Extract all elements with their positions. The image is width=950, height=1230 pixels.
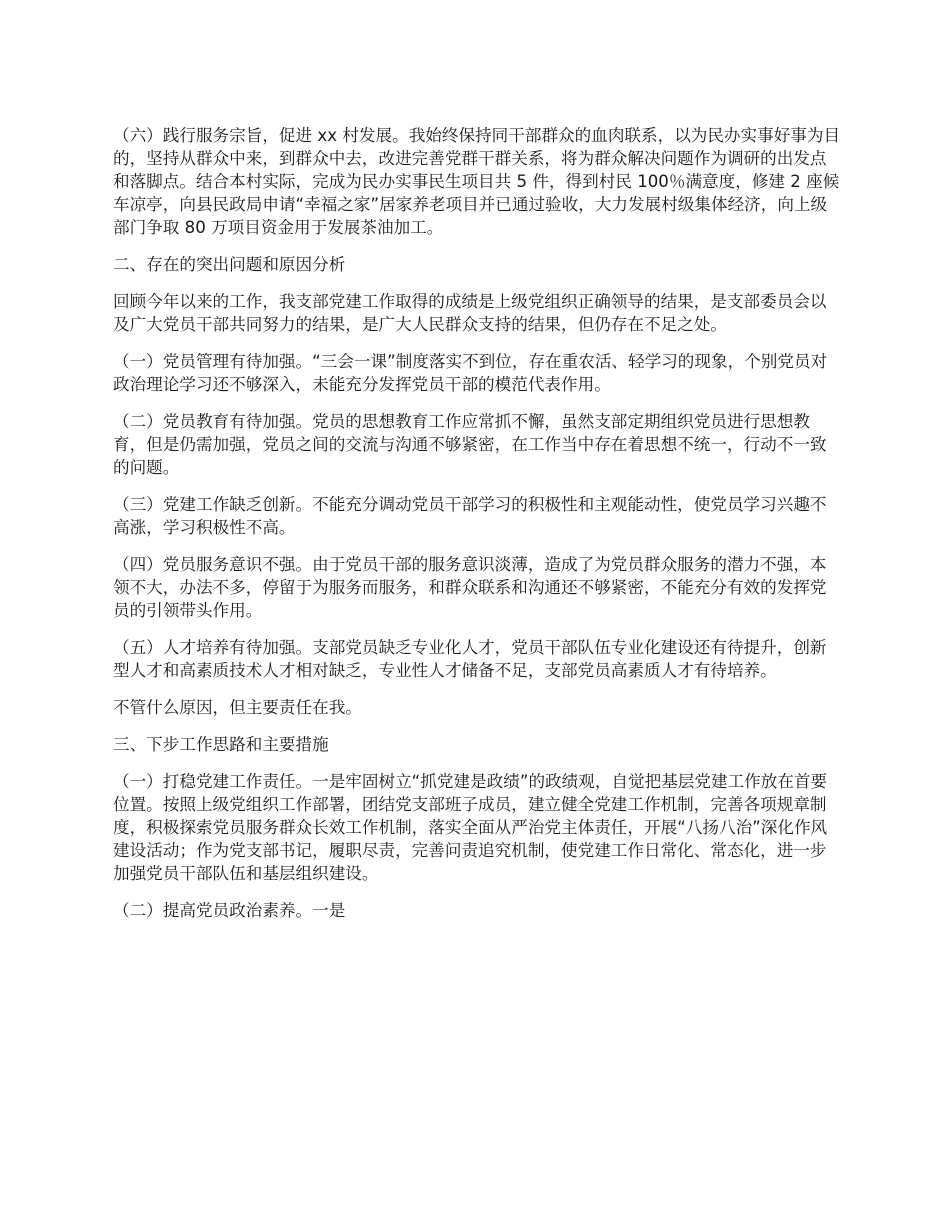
- paragraph-6-serve-purpose: （六）践行服务宗旨，促进 xx 村发展。我始终保持同干部群众的血肉联系，以为民办实事好事为目的，坚持从群众中来，到群众中去，改进完善党群干群关系，将为群众解决问题作为调研的出发点和落脚点。结合本村实际，完成为民办实事民生项目共 5 件，得到村民 100％满意度，修建 2 座候车凉亭，向县民政局申请“幸福之家”居家养老项目并已通过验收，大力发展村级集体经济，向上级部门争取 80 万项目资金用于发展茶油加工。: [113, 126, 841, 237]
- paragraph-measure-1: （一）打稳党建工作责任。一是牢固树立“抓党建是政绩”的政绩观，自觉把基层党建工作放在首要位置。按照上级党组织工作部署，团结党支部班子成员，建立健全党建工作机制，完善各项规章制度，积极探索党员服务群众长效工作机制，落实全面从严治党主体责任，开展“八扬八治”深化作风建设活动；作为党支部书记，履职尽责，完善问责追究机制，使党建工作日常化、常态化，进一步加强党员干部队伍和基层组织建设。: [113, 772, 828, 883]
- paragraph-responsibility: 不管什么原因，但主要责任在我。: [113, 698, 362, 717]
- paragraph-problem-2: （二）党员教育有待加强。党员的思想教育工作应常抓不懈，虽然支部定期组织党员进行思想教育，但是仍需加强，党员之间的交流与沟通不够紧密，在工作当中存在着思想不统一，行动不一致的问题。: [113, 412, 827, 477]
- section-heading-problems: 二、存在的突出问题和原因分析: [113, 255, 346, 274]
- paragraph-problem-3: （三）党建工作缺乏创新。不能充分调动党员干部学习的积极性和主观能动性，使党员学习兴趣不高涨，学习积极性不高。: [113, 495, 827, 537]
- paragraph-review: 回顾今年以来的工作，我支部党建工作取得的成绩是上级党组织正确领导的结果，是支部委员会以及广大党员干部共同努力的结果，是广大人民群众支持的结果，但仍存在不足之处。: [113, 292, 827, 334]
- section-heading-next-steps: 三、下步工作思路和主要措施: [113, 735, 329, 754]
- paragraph-measure-2: （二）提高党员政治素养。一是: [113, 901, 346, 920]
- paragraph-problem-5: （五）人才培养有待加强。支部党员缺乏专业化人才，党员干部队伍专业化建设还有待提升，创新型人才和高素质技术人才相对缺乏，专业性人才储备不足，支部党员高素质人才有待培养。: [113, 638, 827, 680]
- paragraph-problem-4: （四）党员服务意识不强。由于党员干部的服务意识淡薄，造成了为党员群众服务的潜力不强，本领不大，办法不多，停留于为服务而服务，和群众联系和沟通还不够紧密，不能充分有效的发挥党员的引领带头作用。: [113, 555, 827, 620]
- document-body: [113, 124, 841, 936]
- paragraph-problem-1: （一）党员管理有待加强。“三会一课”制度落实不到位，存在重农活、轻学习的现象，个别党员对政治理论学习还不够深入，未能充分发挥党员干部的模范代表作用。: [113, 352, 828, 394]
